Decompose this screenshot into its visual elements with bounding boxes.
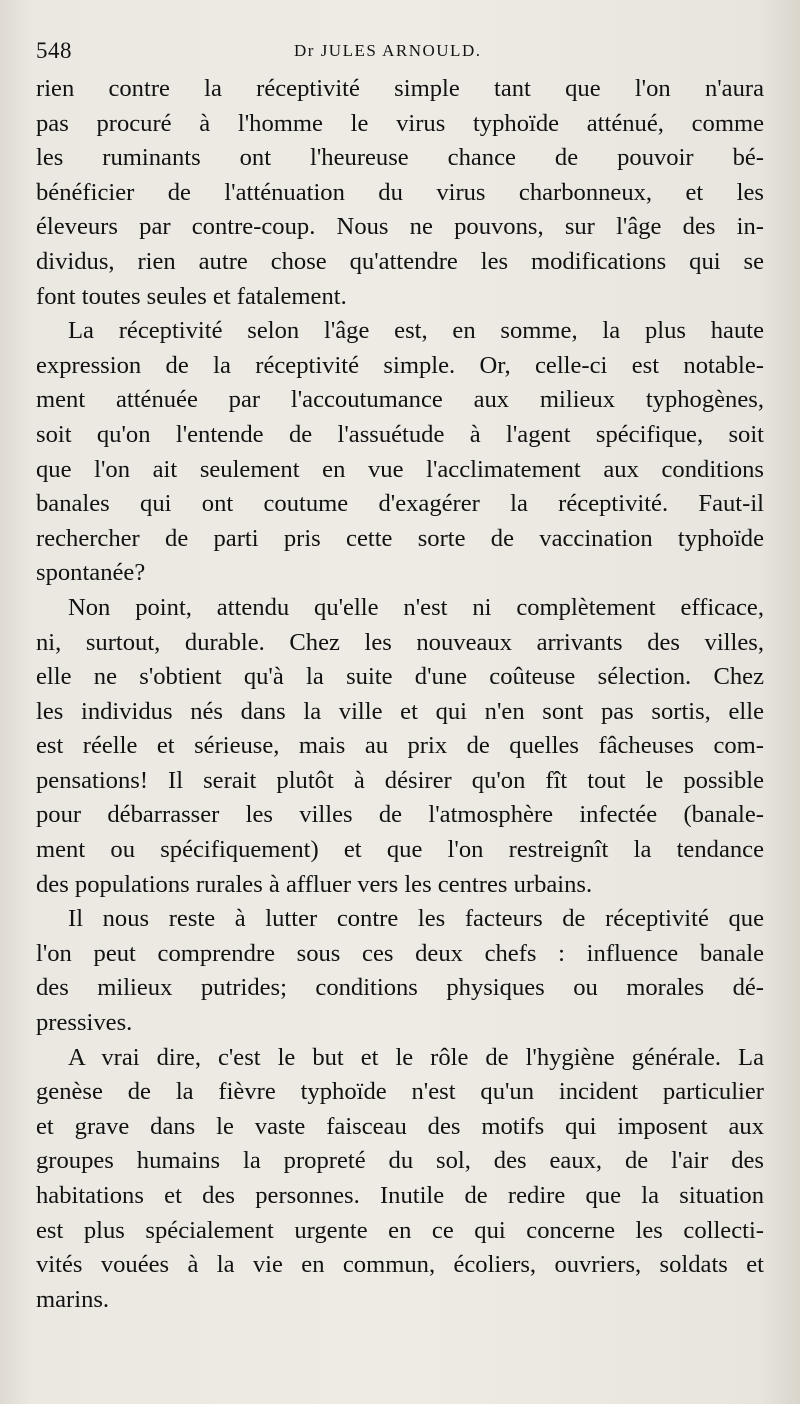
text-line: pour débarrasser les villes de l'atmosphère infectée (banale- bbox=[36, 801, 764, 829]
text-line: pensations! Il serait plutôt à désirer qu'on fît tout le possible bbox=[36, 766, 764, 794]
text-line: expression de la réceptivité simple. Or, celle-ci est notable- bbox=[36, 351, 764, 379]
text-line: banales qui ont coutume d'exagérer la réceptivité. Faut-il bbox=[36, 490, 764, 518]
text-line: pressives. bbox=[36, 1009, 133, 1037]
text-line: l'on peut comprendre sous ces deux chefs : influence banale bbox=[36, 939, 764, 967]
text-line: ment ou spécifiquement) et que l'on restreignît la tendance bbox=[36, 836, 764, 864]
text-line: Il nous reste à lutter contre les facteurs de réceptivité que bbox=[68, 905, 764, 933]
text-line: des milieux putrides; conditions physiques ou morales dé- bbox=[36, 974, 764, 1002]
text-line: les ruminants ont l'heureuse chance de pouvoir bé- bbox=[36, 144, 764, 172]
text-line: spontanée? bbox=[36, 559, 146, 587]
text-line: genèse de la fièvre typhoïde n'est qu'un incident particulier bbox=[36, 1078, 764, 1106]
text-line: ni, surtout, durable. Chez les nouveaux arrivants des villes, bbox=[36, 628, 764, 656]
text-line: dividus, rien autre chose qu'attendre les modifications qui se bbox=[36, 247, 764, 275]
text-line: La réceptivité selon l'âge est, en somme, la plus haute bbox=[68, 317, 764, 345]
text-line: que l'on ait seulement en vue l'acclimatement aux conditions bbox=[36, 455, 764, 483]
page-number: 548 bbox=[36, 38, 72, 63]
body-text bbox=[36, 72, 764, 1317]
running-title: Dr JULES ARNOULD. bbox=[294, 41, 482, 60]
text-line: groupes humains la propreté du sol, des eaux, de l'air des bbox=[36, 1147, 764, 1175]
text-line: rechercher de parti pris cette sorte de vaccination typhoïde bbox=[36, 524, 764, 552]
text-line: pas procuré à l'homme le virus typhoïde atténué, comme bbox=[36, 109, 764, 137]
text-line: marins. bbox=[36, 1285, 110, 1313]
text-line: les individus nés dans la ville et qui n'en sont pas sortis, elle bbox=[36, 697, 764, 725]
text-line: des populations rurales à affluer vers les centres urbains. bbox=[36, 870, 593, 898]
text-line: soit qu'on l'entende de l'assuétude à l'agent spécifique, soit bbox=[36, 420, 764, 448]
text-line: est plus spécialement urgente en ce qui concerne les collecti- bbox=[36, 1216, 764, 1244]
text-line: est réelle et sérieuse, mais au prix de quelles fâcheuses com- bbox=[36, 732, 764, 760]
text-line: ment atténuée par l'accoutumance aux milieux typhogènes, bbox=[36, 386, 764, 414]
text-line: et grave dans le vaste faisceau des motifs qui imposent aux bbox=[36, 1112, 764, 1140]
text-line: habitations et des personnes. Inutile de redire que la situation bbox=[36, 1182, 764, 1209]
text-line: elle ne s'obtient qu'à la suite d'une coûteuse sélection. Chez bbox=[36, 663, 764, 691]
text-line: Non point, attendu qu'elle n'est ni complètement efficace, bbox=[68, 593, 764, 621]
text-line: A vrai dire, c'est le but et le rôle de l'hygiène générale. La bbox=[68, 1043, 764, 1071]
text-line: bénéficier de l'atténuation du virus charbonneux, et les bbox=[36, 178, 764, 206]
page-header bbox=[36, 38, 776, 68]
text-line: font toutes seules et fatalement. bbox=[36, 282, 347, 310]
text-line: éleveurs par contre-coup. Nous ne pouvons, sur l'âge des in- bbox=[36, 213, 764, 241]
text-line: rien contre la réceptivité simple tant que l'on n'aura bbox=[36, 75, 764, 102]
text-line: vités vouées à la vie en commun, écoliers, ouvriers, soldats et bbox=[36, 1251, 764, 1279]
